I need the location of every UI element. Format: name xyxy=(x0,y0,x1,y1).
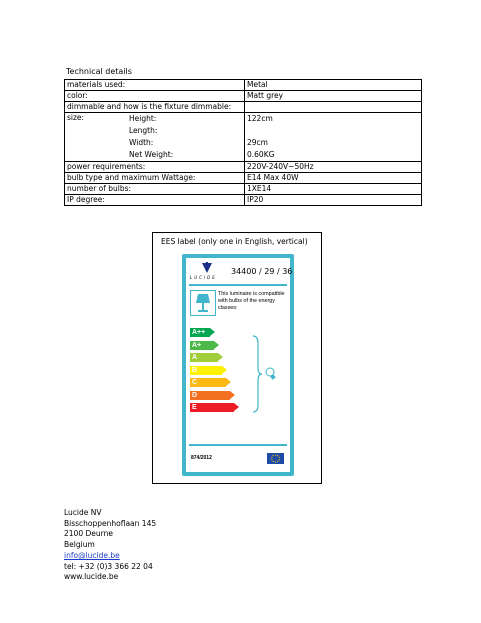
row-value: Matt grey xyxy=(245,91,422,102)
height-value: 122cm xyxy=(247,114,273,123)
energy-class-bars xyxy=(190,328,250,416)
company-country: Belgium xyxy=(64,540,95,550)
energy-class-bar: A++ xyxy=(190,328,210,337)
company-phone: tel: +32 (0)3 366 22 04 xyxy=(64,561,153,571)
company-street: Bisschoppenhoflaan 145 xyxy=(64,518,157,528)
net-weight-value: 0.60KG xyxy=(247,150,275,159)
row-label: power requirements: xyxy=(65,162,245,173)
row-value: E14 Max 40W xyxy=(245,173,422,184)
row-value: 220V-240V~50Hz xyxy=(245,162,422,173)
energy-class-bar: C xyxy=(190,378,226,387)
table-row xyxy=(65,184,422,195)
company-city: 2100 Deurne xyxy=(64,529,113,539)
table-row xyxy=(65,162,422,173)
brand-name: LUCIDE xyxy=(190,275,217,280)
length-label: Length: xyxy=(129,126,158,135)
technical-details-title: Technical details xyxy=(66,67,132,76)
row-value xyxy=(245,102,422,113)
lamp-icon-frame xyxy=(190,290,216,316)
regulation-number: 874/2012 xyxy=(191,455,212,461)
bulb-icon xyxy=(264,366,278,382)
length-value xyxy=(247,125,419,137)
width-value: 29cm xyxy=(247,138,268,147)
energy-class-bar: D xyxy=(190,391,230,400)
table-row-size xyxy=(65,113,422,162)
table-lamp-icon xyxy=(191,291,215,315)
energy-label-card xyxy=(182,254,294,476)
row-label: IP degree: xyxy=(65,195,245,206)
energy-class-arrow xyxy=(214,341,219,349)
technical-details-table xyxy=(64,79,422,206)
row-value: Metal xyxy=(245,80,422,91)
bottom-divider xyxy=(189,444,287,446)
row-label: color: xyxy=(65,91,245,102)
company-name: Lucide NV xyxy=(64,508,102,517)
size-label-cell xyxy=(65,113,245,162)
energy-class-arrow xyxy=(230,391,235,399)
brand-row xyxy=(189,262,293,282)
company-website: www.lucide.be xyxy=(64,572,119,582)
energy-class-arrow xyxy=(222,366,227,374)
energy-class-arrow xyxy=(210,328,215,336)
width-label: Width: xyxy=(129,138,154,147)
net-weight-label: Net Weight: xyxy=(129,150,174,159)
row-label: materials used: xyxy=(65,80,245,91)
email-link[interactable]: info@lucide.be xyxy=(64,550,120,560)
row-label: dimmable and how is the fixture dimmable: xyxy=(65,102,245,113)
table-row xyxy=(65,173,422,184)
ees-label-box xyxy=(152,232,322,484)
energy-class-bar: E xyxy=(190,403,234,412)
table-row xyxy=(65,102,422,113)
size-label: size: xyxy=(67,113,85,122)
row-label: bulb type and maximum Wattage: xyxy=(65,173,245,184)
energy-label-inner xyxy=(186,258,293,472)
top-divider xyxy=(189,284,287,286)
size-value-cell xyxy=(245,113,422,162)
energy-class-bar: B xyxy=(190,366,222,375)
height-label: Height: xyxy=(129,114,157,123)
company-address-block xyxy=(64,508,156,583)
energy-class-arrow xyxy=(234,403,239,411)
table-row xyxy=(65,91,422,102)
eu-flag-icon xyxy=(267,453,284,464)
row-value: IP20 xyxy=(245,195,422,206)
energy-class-bar: A xyxy=(190,353,218,362)
energy-class-bar: A+ xyxy=(190,341,214,350)
compatibility-text: This luminaire is compatible with bulbs of the energy classes: xyxy=(218,291,285,311)
table-row xyxy=(65,80,422,91)
brace-icon xyxy=(251,335,263,413)
model-code: 34400 / 29 / 36 xyxy=(231,267,293,276)
ees-label-title: EES label (only one in English, vertical) xyxy=(161,237,308,246)
row-value: 1XE14 xyxy=(245,184,422,195)
table-row xyxy=(65,195,422,206)
energy-class-arrow xyxy=(218,353,223,361)
row-label: number of bulbs: xyxy=(65,184,245,195)
energy-class-arrow xyxy=(226,378,231,386)
